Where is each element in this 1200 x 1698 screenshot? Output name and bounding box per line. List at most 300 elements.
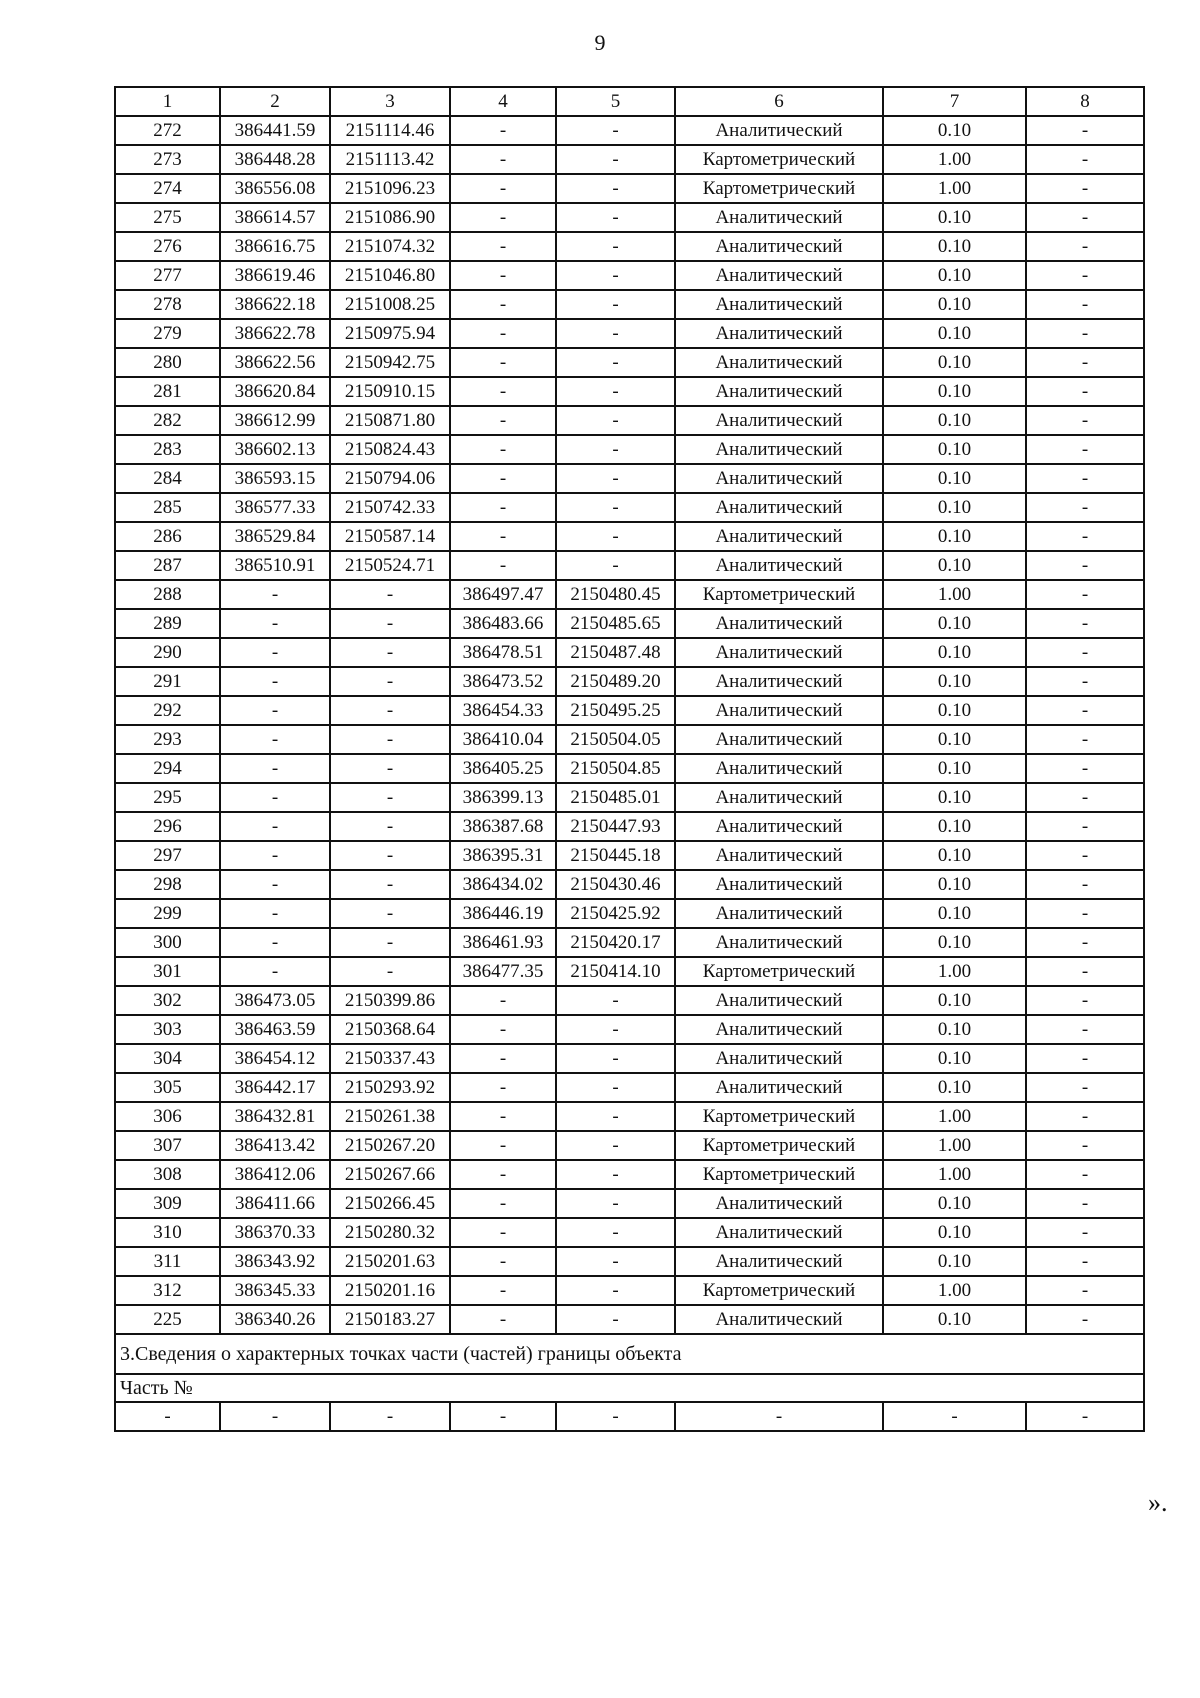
table-cell: Картометрический — [675, 580, 883, 609]
table-cell: - — [330, 696, 450, 725]
table-cell: - — [1026, 725, 1144, 754]
table-cell: 1.00 — [883, 174, 1026, 203]
table-cell: 2150201.16 — [330, 1276, 450, 1305]
table-cell: - — [556, 1015, 675, 1044]
table-cell: - — [450, 986, 556, 1015]
table-cell: - — [556, 1402, 675, 1431]
table-cell: Аналитический — [675, 812, 883, 841]
table-cell: 312 — [115, 1276, 220, 1305]
table-row — [115, 319, 1144, 348]
table-cell: Аналитический — [675, 870, 883, 899]
table-cell: Аналитический — [675, 232, 883, 261]
section-title: 3.Сведения о характерных точках части (частей) границы объекта — [115, 1334, 1144, 1374]
table-cell: - — [330, 580, 450, 609]
table-cell: 2150414.10 — [556, 957, 675, 986]
table-cell: 278 — [115, 290, 220, 319]
table-row — [115, 1102, 1144, 1131]
table-cell: - — [1026, 145, 1144, 174]
table-cell: - — [1026, 319, 1144, 348]
table-cell: 386395.31 — [450, 841, 556, 870]
table-cell: 2150524.71 — [330, 551, 450, 580]
table-cell: 386412.06 — [220, 1160, 330, 1189]
table-cell: 1.00 — [883, 1276, 1026, 1305]
table-cell: 386461.93 — [450, 928, 556, 957]
table-cell: 276 — [115, 232, 220, 261]
table-cell: - — [330, 667, 450, 696]
table-row — [115, 1189, 1144, 1218]
table-cell: 295 — [115, 783, 220, 812]
table-cell: 386441.59 — [220, 116, 330, 145]
table-cell: 386343.92 — [220, 1247, 330, 1276]
table-cell: 386616.75 — [220, 232, 330, 261]
table-cell: - — [450, 1073, 556, 1102]
table-cell: 2150942.75 — [330, 348, 450, 377]
table-cell: 293 — [115, 725, 220, 754]
table-cell: 2150487.48 — [556, 638, 675, 667]
table-cell: - — [330, 725, 450, 754]
table-row — [115, 1044, 1144, 1073]
table-cell: 0.10 — [883, 261, 1026, 290]
table-cell: - — [1026, 203, 1144, 232]
table-cell: 0.10 — [883, 232, 1026, 261]
table-cell: 0.10 — [883, 319, 1026, 348]
table-cell: - — [556, 203, 675, 232]
table-cell: - — [556, 522, 675, 551]
table-cell: - — [330, 609, 450, 638]
table-cell: 2150267.20 — [330, 1131, 450, 1160]
table-cell: Аналитический — [675, 754, 883, 783]
table-row — [115, 667, 1144, 696]
table-cell: - — [556, 348, 675, 377]
table-cell: 2150504.85 — [556, 754, 675, 783]
table-cell: 2151096.23 — [330, 174, 450, 203]
table-cell: - — [220, 928, 330, 957]
table-cell: - — [556, 1305, 675, 1334]
table-cell: - — [556, 493, 675, 522]
table-row — [115, 899, 1144, 928]
table-cell: - — [556, 551, 675, 580]
table-cell: 284 — [115, 464, 220, 493]
table-row — [115, 783, 1144, 812]
table-cell: - — [450, 116, 556, 145]
table-cell: - — [330, 841, 450, 870]
table-cell: 386497.47 — [450, 580, 556, 609]
table-row — [115, 232, 1144, 261]
table-cell: 2150489.20 — [556, 667, 675, 696]
table-cell: 298 — [115, 870, 220, 899]
table-cell: 386620.84 — [220, 377, 330, 406]
table-cell: 2150504.05 — [556, 725, 675, 754]
table-cell: - — [330, 783, 450, 812]
table-cell: 2150430.46 — [556, 870, 675, 899]
table-cell: 2151086.90 — [330, 203, 450, 232]
table-cell: - — [1026, 870, 1144, 899]
table-cell: Аналитический — [675, 1247, 883, 1276]
table-cell: - — [450, 377, 556, 406]
table-cell: - — [1026, 1247, 1144, 1276]
table-cell: 0.10 — [883, 1189, 1026, 1218]
table-row — [115, 1247, 1144, 1276]
table-cell: - — [1026, 290, 1144, 319]
table-row — [115, 377, 1144, 406]
table-cell: Аналитический — [675, 1044, 883, 1073]
table-cell: 304 — [115, 1044, 220, 1073]
table-cell: 386463.59 — [220, 1015, 330, 1044]
table-cell: - — [1026, 522, 1144, 551]
table-cell: - — [556, 1247, 675, 1276]
table-cell: - — [450, 1305, 556, 1334]
table-cell: 297 — [115, 841, 220, 870]
column-header: 8 — [1026, 87, 1144, 116]
table-cell: 386622.18 — [220, 290, 330, 319]
table-cell: - — [330, 754, 450, 783]
table-cell: 289 — [115, 609, 220, 638]
table-cell: 2150794.06 — [330, 464, 450, 493]
table-cell: 0.10 — [883, 551, 1026, 580]
table-cell: Аналитический — [675, 522, 883, 551]
table-cell: - — [220, 1402, 330, 1431]
column-header: 6 — [675, 87, 883, 116]
table-cell: Аналитический — [675, 319, 883, 348]
table-cell: - — [1026, 1276, 1144, 1305]
table-cell: - — [1026, 493, 1144, 522]
table-cell: Картометрический — [675, 1131, 883, 1160]
table-cell: - — [556, 464, 675, 493]
table-cell: Аналитический — [675, 551, 883, 580]
table-row — [115, 464, 1144, 493]
table-cell: 302 — [115, 986, 220, 1015]
table-cell: - — [220, 899, 330, 928]
table-cell: 386622.78 — [220, 319, 330, 348]
table-cell: Аналитический — [675, 261, 883, 290]
table-row — [115, 522, 1144, 551]
table-cell: 301 — [115, 957, 220, 986]
table-cell: 386413.42 — [220, 1131, 330, 1160]
table-cell: - — [220, 870, 330, 899]
table-cell: - — [883, 1402, 1026, 1431]
table-cell: - — [450, 1247, 556, 1276]
table-cell: Аналитический — [675, 1015, 883, 1044]
table-cell: 386473.05 — [220, 986, 330, 1015]
table-cell: 286 — [115, 522, 220, 551]
table-row — [115, 1160, 1144, 1189]
table-cell: Картометрический — [675, 1276, 883, 1305]
table-cell: - — [220, 957, 330, 986]
table-cell: - — [1026, 435, 1144, 464]
table-cell: - — [330, 812, 450, 841]
table-cell: 0.10 — [883, 348, 1026, 377]
table-cell: 291 — [115, 667, 220, 696]
table-cell: - — [220, 667, 330, 696]
table-row — [115, 406, 1144, 435]
table-row — [115, 957, 1144, 986]
table-row — [115, 1305, 1144, 1334]
table-cell: Аналитический — [675, 493, 883, 522]
closing-quote-mark: ». — [1148, 1488, 1168, 1517]
table-cell: Аналитический — [675, 783, 883, 812]
table-row — [115, 551, 1144, 580]
table-cell: - — [1026, 986, 1144, 1015]
table-cell: 274 — [115, 174, 220, 203]
table-cell: - — [1026, 1218, 1144, 1247]
column-header: 5 — [556, 87, 675, 116]
table-row — [115, 812, 1144, 841]
table-cell: 310 — [115, 1218, 220, 1247]
table-row — [115, 290, 1144, 319]
table-cell: 386340.26 — [220, 1305, 330, 1334]
table-cell: - — [1026, 1015, 1144, 1044]
table-cell: 0.10 — [883, 783, 1026, 812]
table-cell: - — [1026, 232, 1144, 261]
table-cell: 1.00 — [883, 1160, 1026, 1189]
table-cell: 2150742.33 — [330, 493, 450, 522]
table-cell: 386405.25 — [450, 754, 556, 783]
table-cell: - — [1026, 348, 1144, 377]
table-cell: Аналитический — [675, 1073, 883, 1102]
table-cell: 0.10 — [883, 1305, 1026, 1334]
table-row — [115, 116, 1144, 145]
table-cell: 307 — [115, 1131, 220, 1160]
table-cell: 290 — [115, 638, 220, 667]
table-row — [115, 841, 1144, 870]
table-cell: 0.10 — [883, 522, 1026, 551]
table-cell: 225 — [115, 1305, 220, 1334]
table-cell: 386478.51 — [450, 638, 556, 667]
table-cell: 0.10 — [883, 638, 1026, 667]
table-cell: - — [1026, 464, 1144, 493]
table-cell: 309 — [115, 1189, 220, 1218]
table-cell: 2151008.25 — [330, 290, 450, 319]
table-cell: - — [450, 406, 556, 435]
table-cell: - — [1026, 638, 1144, 667]
table-cell: - — [330, 870, 450, 899]
header-row — [115, 87, 1144, 116]
table-cell: - — [1026, 1102, 1144, 1131]
table-cell: - — [556, 406, 675, 435]
table-cell: - — [1026, 1073, 1144, 1102]
table-cell: - — [330, 899, 450, 928]
table-cell: 1.00 — [883, 145, 1026, 174]
table-cell: - — [556, 1218, 675, 1247]
table-cell: 1.00 — [883, 1131, 1026, 1160]
table-cell: 2150293.92 — [330, 1073, 450, 1102]
table-cell: - — [556, 116, 675, 145]
table-cell: 2150480.45 — [556, 580, 675, 609]
table-cell: 0.10 — [883, 290, 1026, 319]
table-cell: 386529.84 — [220, 522, 330, 551]
table-cell: - — [675, 1402, 883, 1431]
table-row — [115, 1015, 1144, 1044]
table-cell: 0.10 — [883, 116, 1026, 145]
table-cell: - — [1026, 609, 1144, 638]
table-cell: - — [330, 957, 450, 986]
table-cell: 300 — [115, 928, 220, 957]
table-cell: 306 — [115, 1102, 220, 1131]
table-cell: - — [1026, 899, 1144, 928]
table-cell: 386448.28 — [220, 145, 330, 174]
table-cell: - — [450, 522, 556, 551]
table-cell: 2150337.43 — [330, 1044, 450, 1073]
table-cell: 386602.13 — [220, 435, 330, 464]
table-cell: 277 — [115, 261, 220, 290]
table-cell: Аналитический — [675, 406, 883, 435]
table-row — [115, 203, 1144, 232]
table-cell: - — [220, 609, 330, 638]
table-cell: 303 — [115, 1015, 220, 1044]
table-cell: 386387.68 — [450, 812, 556, 841]
table-row — [115, 1276, 1144, 1305]
table-cell: 0.10 — [883, 377, 1026, 406]
table-cell: 0.10 — [883, 1073, 1026, 1102]
table-cell: 1.00 — [883, 580, 1026, 609]
table-cell: - — [330, 1402, 450, 1431]
table-cell: - — [556, 232, 675, 261]
table-row — [115, 870, 1144, 899]
table-cell: 386477.35 — [450, 957, 556, 986]
table-cell: - — [556, 1044, 675, 1073]
table-cell: 0.10 — [883, 899, 1026, 928]
table-cell: 0.10 — [883, 493, 1026, 522]
table-cell: - — [1026, 377, 1144, 406]
table-cell: - — [1026, 406, 1144, 435]
table-cell: 386432.81 — [220, 1102, 330, 1131]
table-cell: - — [450, 493, 556, 522]
table-cell: - — [450, 203, 556, 232]
table-cell: Картометрический — [675, 174, 883, 203]
table-cell: 386446.19 — [450, 899, 556, 928]
table-cell: 2150280.32 — [330, 1218, 450, 1247]
empty-row — [115, 1402, 1144, 1431]
table-cell: Картометрический — [675, 1102, 883, 1131]
table-header — [115, 87, 1144, 116]
table-cell: Аналитический — [675, 1305, 883, 1334]
table-cell: Картометрический — [675, 1160, 883, 1189]
table-cell: 2151114.46 — [330, 116, 450, 145]
table-cell: 2150420.17 — [556, 928, 675, 957]
table-cell: 386442.17 — [220, 1073, 330, 1102]
table-cell: 281 — [115, 377, 220, 406]
table-cell: - — [1026, 696, 1144, 725]
column-header: 1 — [115, 87, 220, 116]
table-cell: 287 — [115, 551, 220, 580]
table-row — [115, 609, 1144, 638]
part-label: Часть № — [115, 1374, 1144, 1402]
table-row — [115, 1218, 1144, 1247]
table-cell: 2150910.15 — [330, 377, 450, 406]
table-cell: - — [1026, 754, 1144, 783]
table-cell: - — [450, 1015, 556, 1044]
table-cell: 386622.56 — [220, 348, 330, 377]
table-cell: 283 — [115, 435, 220, 464]
table-cell: 0.10 — [883, 841, 1026, 870]
table-cell: 0.10 — [883, 928, 1026, 957]
table-cell: - — [1026, 1402, 1144, 1431]
table-cell: - — [1026, 551, 1144, 580]
section-title-row — [115, 1334, 1144, 1374]
table-cell: 386556.08 — [220, 174, 330, 203]
page-number: 9 — [594, 30, 606, 55]
table-cell: - — [1026, 261, 1144, 290]
table-cell: 0.10 — [883, 812, 1026, 841]
table-cell: 0.10 — [883, 696, 1026, 725]
table-cell: 386483.66 — [450, 609, 556, 638]
table-cell: 2150447.93 — [556, 812, 675, 841]
table-cell: - — [1026, 580, 1144, 609]
table-cell: 0.10 — [883, 1218, 1026, 1247]
table-cell: 2150368.64 — [330, 1015, 450, 1044]
table-cell: Аналитический — [675, 638, 883, 667]
table-body — [115, 116, 1144, 1334]
table-cell: 2150587.14 — [330, 522, 450, 551]
table-row — [115, 754, 1144, 783]
table-cell: 272 — [115, 116, 220, 145]
table-cell: 2150425.92 — [556, 899, 675, 928]
table-cell: 275 — [115, 203, 220, 232]
table-row — [115, 145, 1144, 174]
table-cell: - — [1026, 812, 1144, 841]
table-cell: 292 — [115, 696, 220, 725]
table-cell: - — [450, 435, 556, 464]
table-row — [115, 580, 1144, 609]
table-cell: Аналитический — [675, 377, 883, 406]
table-cell: 294 — [115, 754, 220, 783]
table-cell: - — [556, 1073, 675, 1102]
table-cell: 0.10 — [883, 435, 1026, 464]
table-cell: - — [1026, 841, 1144, 870]
table-cell: 0.10 — [883, 406, 1026, 435]
table-cell: 0.10 — [883, 725, 1026, 754]
table-row — [115, 696, 1144, 725]
table-cell: - — [330, 928, 450, 957]
table-cell: Картометрический — [675, 957, 883, 986]
table-cell: 386614.57 — [220, 203, 330, 232]
table-cell: Аналитический — [675, 1218, 883, 1247]
table-cell: - — [450, 174, 556, 203]
table-cell: - — [556, 319, 675, 348]
column-header: 3 — [330, 87, 450, 116]
table-row — [115, 928, 1144, 957]
table-cell: 299 — [115, 899, 220, 928]
table-row — [115, 1131, 1144, 1160]
table-cell: 386510.91 — [220, 551, 330, 580]
table-cell: - — [220, 754, 330, 783]
table-cell: 0.10 — [883, 609, 1026, 638]
table-cell: 1.00 — [883, 957, 1026, 986]
table-cell: Картометрический — [675, 145, 883, 174]
table-cell: Аналитический — [675, 841, 883, 870]
table-cell: 0.10 — [883, 986, 1026, 1015]
table-cell: 386370.33 — [220, 1218, 330, 1247]
table-cell: 386612.99 — [220, 406, 330, 435]
table-cell: 308 — [115, 1160, 220, 1189]
table-cell: - — [450, 290, 556, 319]
table-cell: 386619.46 — [220, 261, 330, 290]
table-cell: - — [450, 145, 556, 174]
table-cell: - — [450, 1218, 556, 1247]
table-cell: 279 — [115, 319, 220, 348]
table-cell: - — [556, 986, 675, 1015]
table-cell: Аналитический — [675, 667, 883, 696]
table-cell: - — [1026, 1131, 1144, 1160]
table-cell: 305 — [115, 1073, 220, 1102]
table-row — [115, 638, 1144, 667]
table-cell: - — [450, 1276, 556, 1305]
table-cell: - — [220, 841, 330, 870]
table-cell: 2150485.01 — [556, 783, 675, 812]
table-cell: Аналитический — [675, 609, 883, 638]
table-cell: - — [556, 1102, 675, 1131]
table-cell: - — [1026, 1305, 1144, 1334]
